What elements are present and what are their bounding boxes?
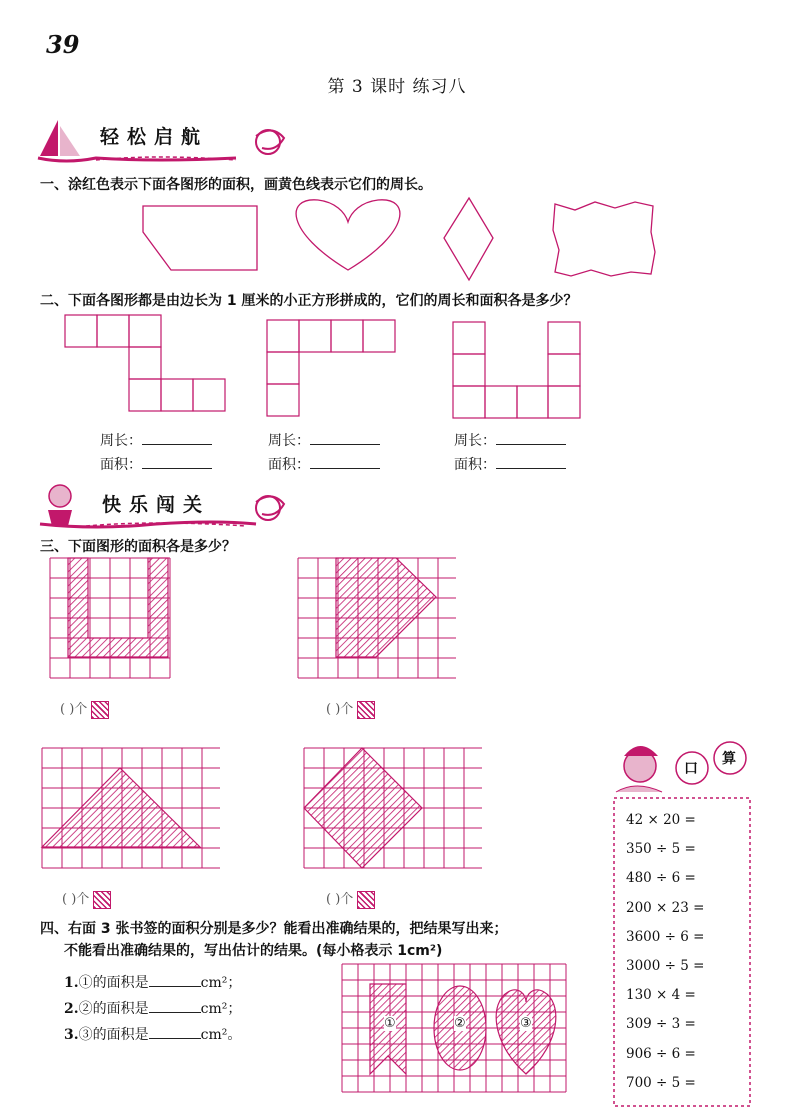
sail-icon — [40, 120, 58, 156]
question-4-line1: 四、右面 3 张书签的面积分别是多少？能看出准确结果的，把结果写出来； — [40, 921, 508, 937]
mental-math-item: 350 ÷ 5 = — [626, 841, 696, 858]
answer-blank[interactable] — [149, 1024, 201, 1039]
shape3-area: 面积： — [454, 454, 566, 474]
shape1-area: 面积： — [100, 454, 212, 474]
question-1: 一、涂红色表示下面各图形的面积，画黄色线表示它们的周长。 — [40, 177, 432, 193]
answer-blank[interactable] — [310, 430, 380, 445]
answer-blank[interactable] — [149, 998, 201, 1013]
bookmark-2-label: ② — [454, 1016, 466, 1031]
rhombus-shape — [444, 198, 493, 280]
mental-label-1: 口 — [684, 761, 698, 777]
bookmark-3 — [496, 990, 556, 1074]
child-icon — [49, 485, 71, 507]
mental-math-item: 309 ÷ 3 = — [626, 1016, 696, 1033]
mental-math-list — [626, 812, 704, 1104]
answer-blank[interactable] — [310, 454, 380, 469]
mental-math-item: 200 × 23 = — [626, 899, 705, 916]
answer-blank[interactable] — [496, 430, 566, 445]
section-happy-pass: 快乐闯关 — [102, 494, 211, 516]
section-easy-start: 轻松启航 — [100, 126, 209, 148]
shape3-perimeter: 周长： — [454, 430, 566, 450]
mental-label-2: 算 — [722, 751, 736, 767]
q3d-answer[interactable]: ( )个 — [326, 888, 375, 909]
pentagon-shape — [143, 206, 257, 270]
mental-math-item: 3000 ÷ 5 = — [626, 957, 705, 974]
q3b-answer[interactable]: ( )个 — [326, 698, 375, 719]
mental-math-item: 130 × 4 = — [626, 987, 696, 1004]
mental-math-item: 3600 ÷ 6 = — [626, 928, 705, 945]
q4-item-3: 3.③的面积是 cm²。 — [64, 1024, 241, 1044]
heart-shape — [296, 200, 400, 270]
mental-math-item: 906 ÷ 6 = — [626, 1045, 696, 1062]
shape1-perimeter: 周长： — [100, 430, 212, 450]
grid-triangle-shape — [40, 746, 220, 872]
unit-square-icon — [357, 701, 375, 719]
q2-shapes — [60, 310, 600, 426]
unit-square-icon — [93, 891, 111, 909]
page-number: 39 — [46, 30, 80, 59]
q3c-answer[interactable]: ( )个 — [62, 888, 111, 909]
answer-blank[interactable] — [496, 454, 566, 469]
answer-blank[interactable] — [142, 430, 212, 445]
grid-u-shape — [48, 556, 174, 682]
unit-square-icon — [91, 701, 109, 719]
grid-arrow-shape — [296, 556, 456, 682]
question-3: 三、下面图形的面积各是多少？ — [40, 539, 236, 555]
q4-item-2: 2.②的面积是 cm²； — [64, 998, 241, 1018]
irregular-shape — [553, 202, 655, 276]
mental-math-item: 42 × 20 = — [626, 812, 696, 828]
shape2-area: 面积： — [268, 454, 380, 474]
answer-blank[interactable] — [142, 454, 212, 469]
q1-shapes — [135, 192, 665, 284]
unit-square-icon — [357, 891, 375, 909]
answer-blank[interactable] — [149, 972, 201, 987]
bookmark-grid — [340, 962, 570, 1102]
q4-item-1: 1.①的面积是 cm²； — [64, 972, 241, 992]
bookmark-3-label: ③ — [520, 1016, 532, 1031]
question-2: 二、下面各图形都是由边长为 1 厘米的小正方形拼成的，它们的周长和面积各是多少？ — [40, 293, 578, 309]
mental-math-item: 700 ÷ 5 = — [626, 1074, 696, 1091]
shape2-perimeter: 周长： — [268, 430, 380, 450]
page-title: 第 3 课时 练习八 — [327, 77, 467, 97]
bookmark-1-label: ① — [384, 1016, 396, 1031]
question-4-line2: 不能看出准确结果的，写出估计的结果。(每小格表示 1cm²) — [64, 943, 443, 959]
mental-math-item: 480 ÷ 6 = — [626, 870, 696, 887]
grid-diamond-shape — [302, 746, 482, 872]
q3a-answer[interactable]: ( )个 — [60, 698, 109, 719]
